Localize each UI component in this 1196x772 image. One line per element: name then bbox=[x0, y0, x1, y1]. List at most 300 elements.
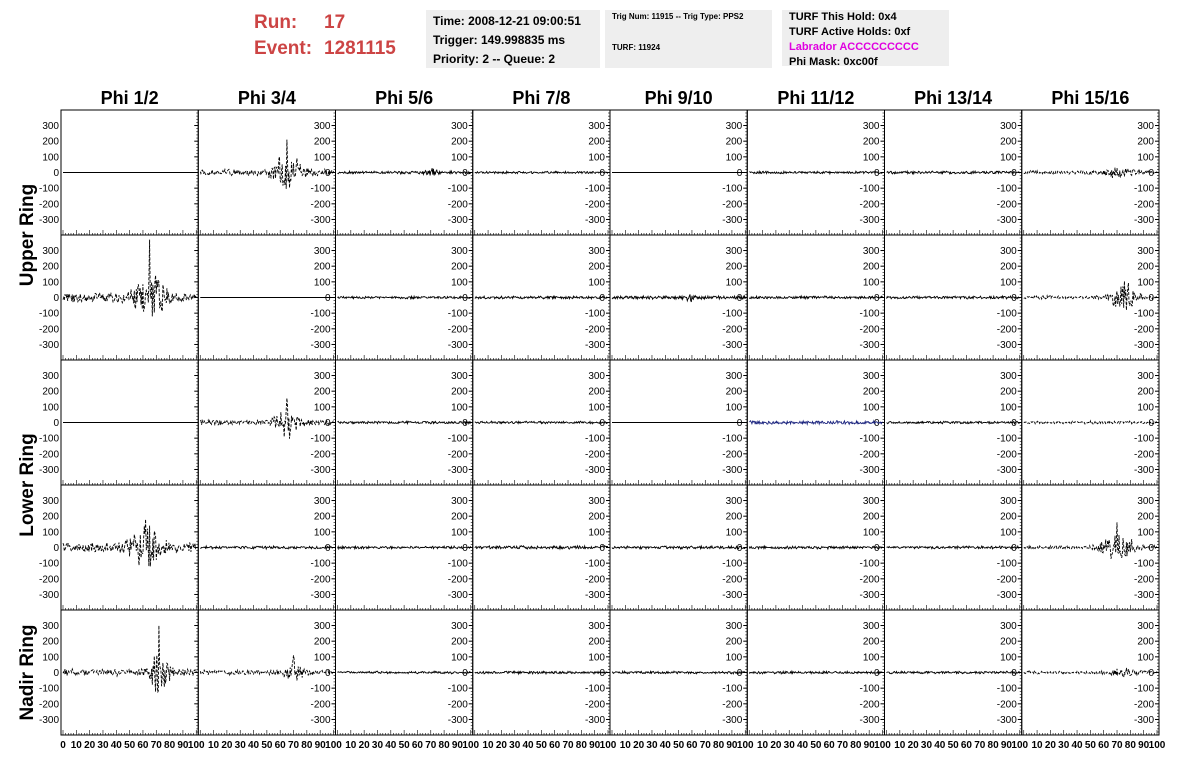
y-tick-label: -100 bbox=[447, 183, 468, 195]
x-tick-label: 30 bbox=[509, 740, 521, 751]
y-tick-label: 200 bbox=[313, 136, 331, 148]
y-tick-label: -100 bbox=[310, 558, 331, 570]
y-tick-label: 100 bbox=[42, 152, 59, 164]
y-tick-label: 100 bbox=[862, 652, 880, 664]
x-tick-label: 20 bbox=[221, 740, 233, 751]
waveform-trace-r2-c4 bbox=[475, 296, 608, 299]
column-header: Phi 15/16 bbox=[1051, 88, 1130, 108]
x-tick-label: 30 bbox=[1058, 740, 1070, 751]
x-tick-label: 40 bbox=[796, 740, 809, 751]
y-tick-label: 100 bbox=[1137, 277, 1154, 289]
y-tick-label: -300 bbox=[447, 214, 468, 226]
waveform-trace-r4-c3 bbox=[338, 546, 471, 549]
x-tick-label: 70 bbox=[287, 740, 300, 751]
y-tick-label: -100 bbox=[722, 433, 743, 445]
x-tick-label: 50 bbox=[124, 740, 136, 751]
y-tick-label: 200 bbox=[725, 636, 743, 648]
y-tick-label: -200 bbox=[996, 449, 1017, 461]
event-label: Event: bbox=[254, 38, 313, 59]
waveform-trace-r3-c8 bbox=[1024, 421, 1157, 424]
y-tick-label: -100 bbox=[859, 433, 880, 445]
y-tick-label: -100 bbox=[859, 183, 880, 195]
x-tick-label: 60 bbox=[137, 740, 149, 751]
y-tick-label: -300 bbox=[859, 339, 880, 351]
y-tick-label: 200 bbox=[588, 386, 605, 398]
y-tick-label: -100 bbox=[447, 433, 468, 445]
y-tick-label: 100 bbox=[862, 277, 880, 289]
y-tick-label: 300 bbox=[42, 371, 59, 383]
y-tick-label: -200 bbox=[1133, 699, 1154, 711]
y-tick-label: 300 bbox=[588, 371, 605, 383]
y-tick-label: -300 bbox=[859, 214, 880, 226]
priority-text: Priority: 2 -- Queue: 2 bbox=[433, 52, 556, 66]
y-tick-label: -100 bbox=[584, 558, 605, 570]
x-tick-label: 60 bbox=[686, 740, 698, 751]
y-tick-label: -100 bbox=[859, 683, 880, 695]
trigger-text: Trigger: 149.998835 ms bbox=[433, 33, 566, 47]
y-tick-label: 100 bbox=[725, 652, 743, 664]
y-tick-label: 0 bbox=[462, 418, 468, 429]
y-tick-label: -300 bbox=[310, 589, 331, 601]
y-tick-label: 300 bbox=[725, 621, 743, 633]
y-tick-label: 300 bbox=[42, 621, 59, 633]
y-tick-label: 300 bbox=[588, 246, 605, 258]
y-tick-label: 300 bbox=[862, 496, 880, 508]
y-tick-label: 300 bbox=[1137, 246, 1154, 258]
waveform-trace-r5-c1 bbox=[63, 626, 196, 693]
y-tick-label: -300 bbox=[859, 464, 880, 476]
y-tick-label: -300 bbox=[38, 464, 59, 476]
y-tick-label: -100 bbox=[1133, 308, 1154, 320]
y-tick-label: 200 bbox=[1137, 261, 1154, 273]
y-tick-label: 100 bbox=[42, 402, 59, 414]
x-tick-label: 90 bbox=[177, 740, 189, 751]
y-tick-label: -200 bbox=[584, 449, 605, 461]
y-tick-label: 200 bbox=[588, 261, 605, 273]
waveform-trace-r5-c3 bbox=[338, 671, 471, 674]
y-tick-label: -300 bbox=[447, 589, 468, 601]
y-tick-label: -100 bbox=[38, 308, 59, 320]
y-tick-label: 100 bbox=[1137, 527, 1154, 539]
x-tick-label: 80 bbox=[301, 740, 313, 751]
x-tick-label: 70 bbox=[836, 740, 849, 751]
ring-label: Nadir Ring bbox=[17, 624, 38, 721]
y-tick-label: 100 bbox=[313, 652, 331, 664]
y-tick-label: -300 bbox=[447, 714, 468, 726]
y-tick-label: -100 bbox=[584, 433, 605, 445]
y-tick-label: -300 bbox=[1133, 589, 1154, 601]
y-tick-label: 300 bbox=[862, 621, 880, 633]
y-tick-label: -200 bbox=[38, 324, 59, 336]
y-tick-label: 200 bbox=[725, 511, 743, 523]
y-tick-label: -200 bbox=[447, 324, 468, 336]
y-tick-label: -200 bbox=[859, 449, 880, 461]
y-tick-label: 100 bbox=[725, 277, 743, 289]
x-tick-label: 90 bbox=[1000, 740, 1012, 751]
y-tick-label: -200 bbox=[584, 699, 605, 711]
x-tick-label: 100 bbox=[1148, 740, 1166, 751]
y-tick-label: -100 bbox=[447, 558, 468, 570]
y-tick-label: -100 bbox=[996, 683, 1017, 695]
y-tick-label: -300 bbox=[1133, 714, 1154, 726]
x-tick-label: 80 bbox=[438, 740, 450, 751]
y-tick-label: 0 bbox=[53, 168, 59, 179]
y-tick-label: 0 bbox=[599, 293, 605, 304]
y-tick-label: 200 bbox=[1000, 261, 1017, 273]
panel-frame bbox=[61, 235, 198, 360]
waveform-trace-r3-c7 bbox=[887, 421, 1020, 424]
x-tick-label: 20 bbox=[84, 740, 96, 751]
waveform-trace-r1-c4 bbox=[475, 171, 608, 173]
x-tick-label: 70 bbox=[425, 740, 437, 751]
y-tick-label: -100 bbox=[722, 683, 743, 695]
y-tick-label: 200 bbox=[862, 636, 880, 648]
y-tick-label: -300 bbox=[722, 339, 743, 351]
y-tick-label: -200 bbox=[38, 449, 59, 461]
y-tick-label: 0 bbox=[53, 293, 59, 304]
y-tick-label: 200 bbox=[313, 511, 331, 523]
trig-num-text: Trig Num: 11915 -- Trig Type: PPS2 bbox=[612, 12, 744, 21]
y-tick-label: -200 bbox=[722, 324, 743, 336]
y-tick-label: 100 bbox=[313, 277, 331, 289]
waveform-trace-r3-c6 bbox=[749, 421, 882, 425]
y-tick-label: 300 bbox=[1000, 121, 1017, 133]
y-tick-label: -200 bbox=[447, 699, 468, 711]
y-tick-label: 0 bbox=[324, 293, 331, 304]
y-tick-label: -300 bbox=[1133, 214, 1154, 226]
y-tick-label: 300 bbox=[451, 246, 468, 258]
x-tick-label: 20 bbox=[770, 740, 782, 751]
y-tick-label: -200 bbox=[1133, 324, 1154, 336]
y-tick-label: 0 bbox=[736, 418, 743, 429]
y-tick-label: 0 bbox=[599, 168, 605, 179]
y-tick-label: 0 bbox=[462, 168, 468, 179]
y-tick-label: 300 bbox=[451, 496, 468, 508]
x-tick-label: 10 bbox=[70, 740, 82, 751]
y-tick-label: 100 bbox=[1000, 527, 1017, 539]
y-tick-label: -300 bbox=[584, 589, 605, 601]
y-tick-label: -200 bbox=[722, 449, 743, 461]
y-tick-label: -300 bbox=[722, 214, 743, 226]
y-tick-label: 0 bbox=[324, 668, 331, 679]
y-tick-label: 0 bbox=[599, 418, 605, 429]
y-tick-label: 200 bbox=[588, 136, 605, 148]
y-tick-label: -300 bbox=[310, 464, 331, 476]
y-tick-label: 200 bbox=[42, 511, 59, 523]
y-tick-label: 200 bbox=[42, 136, 59, 148]
y-tick-label: -300 bbox=[447, 464, 468, 476]
y-tick-label: -300 bbox=[38, 589, 59, 601]
y-tick-label: 300 bbox=[588, 621, 605, 633]
x-tick-label: 70 bbox=[974, 740, 986, 751]
y-tick-label: -300 bbox=[722, 464, 743, 476]
y-tick-label: -200 bbox=[38, 574, 59, 586]
x-tick-label: 80 bbox=[164, 740, 176, 751]
x-tick-label: 100 bbox=[1011, 740, 1029, 751]
y-tick-label: 200 bbox=[1000, 136, 1017, 148]
column-header: Phi 1/2 bbox=[100, 88, 159, 108]
y-tick-label: -300 bbox=[38, 714, 59, 726]
y-tick-label: 300 bbox=[1137, 496, 1154, 508]
x-tick-label: 70 bbox=[699, 740, 711, 751]
y-tick-label: -100 bbox=[996, 183, 1017, 195]
waveform-trace-r5-c5 bbox=[612, 671, 745, 674]
waveform-trace-r3-c4 bbox=[475, 421, 608, 424]
y-tick-label: 200 bbox=[42, 636, 59, 648]
y-tick-label: 0 bbox=[53, 543, 59, 554]
column-header: Phi 7/8 bbox=[512, 88, 571, 108]
x-tick-label: 50 bbox=[398, 740, 410, 751]
x-tick-label: 50 bbox=[535, 740, 547, 751]
y-tick-label: -300 bbox=[722, 714, 743, 726]
turf-text: TURF: 11924 bbox=[612, 43, 661, 52]
y-tick-label: 0 bbox=[1011, 293, 1017, 304]
y-tick-label: 200 bbox=[1000, 511, 1017, 523]
y-tick-label: 300 bbox=[313, 371, 331, 383]
y-tick-label: 300 bbox=[42, 246, 59, 258]
y-tick-label: 300 bbox=[1000, 371, 1017, 383]
waveform-trace-r1-c7 bbox=[887, 171, 1020, 174]
waveform-trace-r2-c6 bbox=[749, 296, 882, 299]
x-tick-label: 40 bbox=[934, 740, 946, 751]
y-tick-label: -300 bbox=[310, 339, 331, 351]
y-tick-label: -200 bbox=[38, 699, 59, 711]
y-tick-label: 0 bbox=[1011, 168, 1017, 179]
y-tick-label: -200 bbox=[584, 199, 605, 211]
y-tick-label: 300 bbox=[1137, 371, 1154, 383]
x-tick-label: 80 bbox=[575, 740, 587, 751]
y-tick-label: -200 bbox=[722, 574, 743, 586]
x-tick-label: 100 bbox=[599, 740, 617, 751]
y-tick-label: -100 bbox=[584, 308, 605, 320]
y-tick-label: 100 bbox=[42, 652, 59, 664]
y-tick-label: -300 bbox=[38, 339, 59, 351]
y-tick-label: -100 bbox=[38, 558, 59, 570]
y-tick-label: 100 bbox=[725, 527, 743, 539]
y-tick-label: -300 bbox=[584, 714, 605, 726]
waveform-trace-r5-c7 bbox=[887, 671, 1020, 674]
time-text: Time: 2008-12-21 09:00:51 bbox=[433, 14, 581, 28]
x-tick-label: 50 bbox=[673, 740, 685, 751]
y-tick-label: -100 bbox=[1133, 433, 1154, 445]
phi-mask-text: Phi Mask: 0xc00f bbox=[789, 56, 878, 68]
y-tick-label: 300 bbox=[42, 121, 59, 133]
waveform-trace-r5-c4 bbox=[475, 671, 608, 674]
y-tick-label: -200 bbox=[859, 324, 880, 336]
y-tick-label: 0 bbox=[1011, 668, 1017, 679]
turf-active-holds-text: TURF Active Holds: 0xf bbox=[789, 26, 911, 38]
y-tick-label: -200 bbox=[584, 324, 605, 336]
x-tick-label: 40 bbox=[522, 740, 534, 751]
y-tick-label: 100 bbox=[862, 402, 880, 414]
x-tick-label: 60 bbox=[411, 740, 424, 751]
x-tick-label: 10 bbox=[208, 740, 220, 751]
waveform-trace-r5-c8 bbox=[1024, 668, 1157, 677]
y-tick-label: 200 bbox=[725, 136, 743, 148]
y-tick-label: -200 bbox=[859, 199, 880, 211]
y-tick-label: -300 bbox=[447, 339, 468, 351]
x-tick-label: 90 bbox=[589, 740, 601, 751]
y-tick-label: 200 bbox=[313, 636, 331, 648]
y-tick-label: -100 bbox=[38, 183, 59, 195]
y-tick-label: 0 bbox=[873, 543, 880, 554]
y-tick-label: -200 bbox=[310, 574, 331, 586]
x-tick-label: 100 bbox=[462, 740, 480, 751]
y-tick-label: -200 bbox=[859, 699, 880, 711]
y-tick-label: 100 bbox=[1000, 402, 1017, 414]
x-tick-label: 30 bbox=[371, 740, 384, 751]
labrador-text: Labrador ACCCCCCCCC bbox=[789, 41, 919, 53]
y-tick-label: 200 bbox=[313, 261, 331, 273]
x-tick-label: 70 bbox=[562, 740, 574, 751]
y-tick-label: -100 bbox=[1133, 183, 1154, 195]
x-tick-label: 80 bbox=[850, 740, 862, 751]
y-tick-label: 300 bbox=[313, 121, 331, 133]
x-tick-label: 30 bbox=[646, 740, 658, 751]
y-tick-label: 300 bbox=[725, 496, 743, 508]
y-tick-label: 200 bbox=[1137, 136, 1154, 148]
y-tick-label: -100 bbox=[722, 183, 743, 195]
x-tick-label: 60 bbox=[274, 740, 286, 751]
y-tick-label: -100 bbox=[447, 683, 468, 695]
y-tick-label: 200 bbox=[862, 136, 880, 148]
y-tick-label: -100 bbox=[38, 683, 59, 695]
y-tick-label: -200 bbox=[996, 574, 1017, 586]
run-label: Run: bbox=[254, 12, 298, 33]
column-header: Phi 5/6 bbox=[375, 88, 434, 108]
y-tick-label: -300 bbox=[996, 589, 1017, 601]
y-tick-label: 200 bbox=[725, 386, 743, 398]
y-tick-label: -200 bbox=[447, 449, 468, 461]
waveform-trace-r5-c6 bbox=[749, 671, 882, 674]
y-tick-label: 100 bbox=[451, 402, 468, 414]
y-tick-label: 100 bbox=[451, 152, 468, 164]
y-tick-label: 300 bbox=[313, 621, 331, 633]
y-tick-label: 0 bbox=[462, 293, 468, 304]
column-header: Phi 9/10 bbox=[644, 88, 713, 108]
y-tick-label: 100 bbox=[725, 402, 743, 414]
waveform-trace-r4-c7 bbox=[887, 546, 1020, 549]
waveform-trace-r2-c5 bbox=[612, 294, 745, 302]
x-tick-label: 60 bbox=[960, 740, 973, 751]
y-tick-label: 300 bbox=[313, 246, 331, 258]
waveform-trace-r4-c4 bbox=[475, 546, 608, 549]
y-tick-label: 300 bbox=[725, 246, 743, 258]
column-header: Phi 3/4 bbox=[237, 88, 296, 108]
x-tick-label: 20 bbox=[495, 740, 507, 751]
x-tick-label: 50 bbox=[810, 740, 822, 751]
x-tick-label: 60 bbox=[1098, 740, 1110, 751]
y-tick-label: 300 bbox=[862, 371, 880, 383]
y-tick-label: -200 bbox=[859, 574, 880, 586]
x-tick-label: 40 bbox=[247, 740, 260, 751]
y-tick-label: 0 bbox=[599, 668, 605, 679]
y-tick-label: 0 bbox=[873, 668, 880, 679]
x-tick-label: 80 bbox=[1124, 740, 1136, 751]
y-tick-label: 200 bbox=[588, 636, 605, 648]
y-tick-label: -300 bbox=[996, 714, 1017, 726]
y-tick-label: 200 bbox=[451, 636, 468, 648]
waveform-trace-r2-c3 bbox=[338, 296, 471, 299]
y-tick-label: 0 bbox=[1148, 168, 1154, 179]
y-tick-label: 100 bbox=[451, 277, 468, 289]
y-tick-label: 100 bbox=[1000, 277, 1017, 289]
x-tick-label: 50 bbox=[1084, 740, 1096, 751]
y-tick-label: -300 bbox=[859, 714, 880, 726]
ring-label: Lower Ring bbox=[17, 433, 38, 537]
waveform-trace-r4-c5 bbox=[612, 546, 745, 549]
y-tick-label: -100 bbox=[859, 308, 880, 320]
x-tick-label: 20 bbox=[358, 740, 370, 751]
waveform-trace-r4-c2 bbox=[200, 546, 333, 549]
y-tick-label: -100 bbox=[996, 308, 1017, 320]
x-tick-label: 50 bbox=[261, 740, 273, 751]
x-tick-label: 40 bbox=[659, 740, 671, 751]
y-tick-label: -100 bbox=[859, 558, 880, 570]
y-tick-label: -200 bbox=[38, 199, 59, 211]
x-tick-label: 90 bbox=[1138, 740, 1150, 751]
x-tick-label: 30 bbox=[234, 740, 246, 751]
x-tick-label: 10 bbox=[757, 740, 769, 751]
y-tick-label: -100 bbox=[1133, 683, 1154, 695]
y-tick-label: -100 bbox=[584, 683, 605, 695]
y-tick-label: 100 bbox=[1000, 652, 1017, 664]
y-tick-label: -300 bbox=[1133, 339, 1154, 351]
y-tick-label: -300 bbox=[1133, 464, 1154, 476]
y-tick-label: 0 bbox=[873, 293, 880, 304]
y-tick-label: -100 bbox=[996, 433, 1017, 445]
y-tick-label: 200 bbox=[1137, 636, 1154, 648]
y-tick-label: 200 bbox=[42, 386, 59, 398]
y-tick-label: 200 bbox=[42, 261, 59, 273]
y-tick-label: 100 bbox=[588, 402, 605, 414]
y-tick-label: 100 bbox=[862, 152, 880, 164]
y-tick-label: 300 bbox=[1000, 246, 1017, 258]
y-tick-label: -200 bbox=[1133, 199, 1154, 211]
y-tick-label: 300 bbox=[313, 496, 331, 508]
x-tick-label: 100 bbox=[187, 740, 205, 751]
y-tick-label: 0 bbox=[736, 293, 743, 304]
y-tick-label: 100 bbox=[451, 527, 468, 539]
x-tick-label: 40 bbox=[385, 740, 397, 751]
y-tick-label: 0 bbox=[736, 543, 743, 554]
y-tick-label: -200 bbox=[310, 449, 331, 461]
y-tick-label: -200 bbox=[447, 574, 468, 586]
x-tick-label: 10 bbox=[345, 740, 357, 751]
waveform-trace-r3-c3 bbox=[338, 421, 471, 424]
y-tick-label: 100 bbox=[451, 652, 468, 664]
y-tick-label: -300 bbox=[584, 214, 605, 226]
y-tick-label: 100 bbox=[42, 277, 59, 289]
y-tick-label: 100 bbox=[1000, 152, 1017, 164]
x-tick-label: 10 bbox=[619, 740, 631, 751]
y-tick-label: 200 bbox=[313, 386, 331, 398]
y-tick-label: -100 bbox=[584, 183, 605, 195]
y-tick-label: 0 bbox=[873, 418, 880, 429]
y-tick-label: 300 bbox=[451, 621, 468, 633]
y-tick-label: 0 bbox=[462, 543, 468, 554]
x-tick-label: 30 bbox=[783, 740, 795, 751]
x-tick-label: 80 bbox=[987, 740, 999, 751]
y-tick-label: 200 bbox=[862, 511, 880, 523]
x-tick-label: 40 bbox=[1071, 740, 1083, 751]
y-tick-label: -200 bbox=[996, 699, 1017, 711]
y-tick-label: -200 bbox=[996, 199, 1017, 211]
x-tick-label: 90 bbox=[451, 740, 463, 751]
y-tick-label: -200 bbox=[310, 699, 331, 711]
y-tick-label: -300 bbox=[859, 589, 880, 601]
y-tick-label: 200 bbox=[725, 261, 743, 273]
